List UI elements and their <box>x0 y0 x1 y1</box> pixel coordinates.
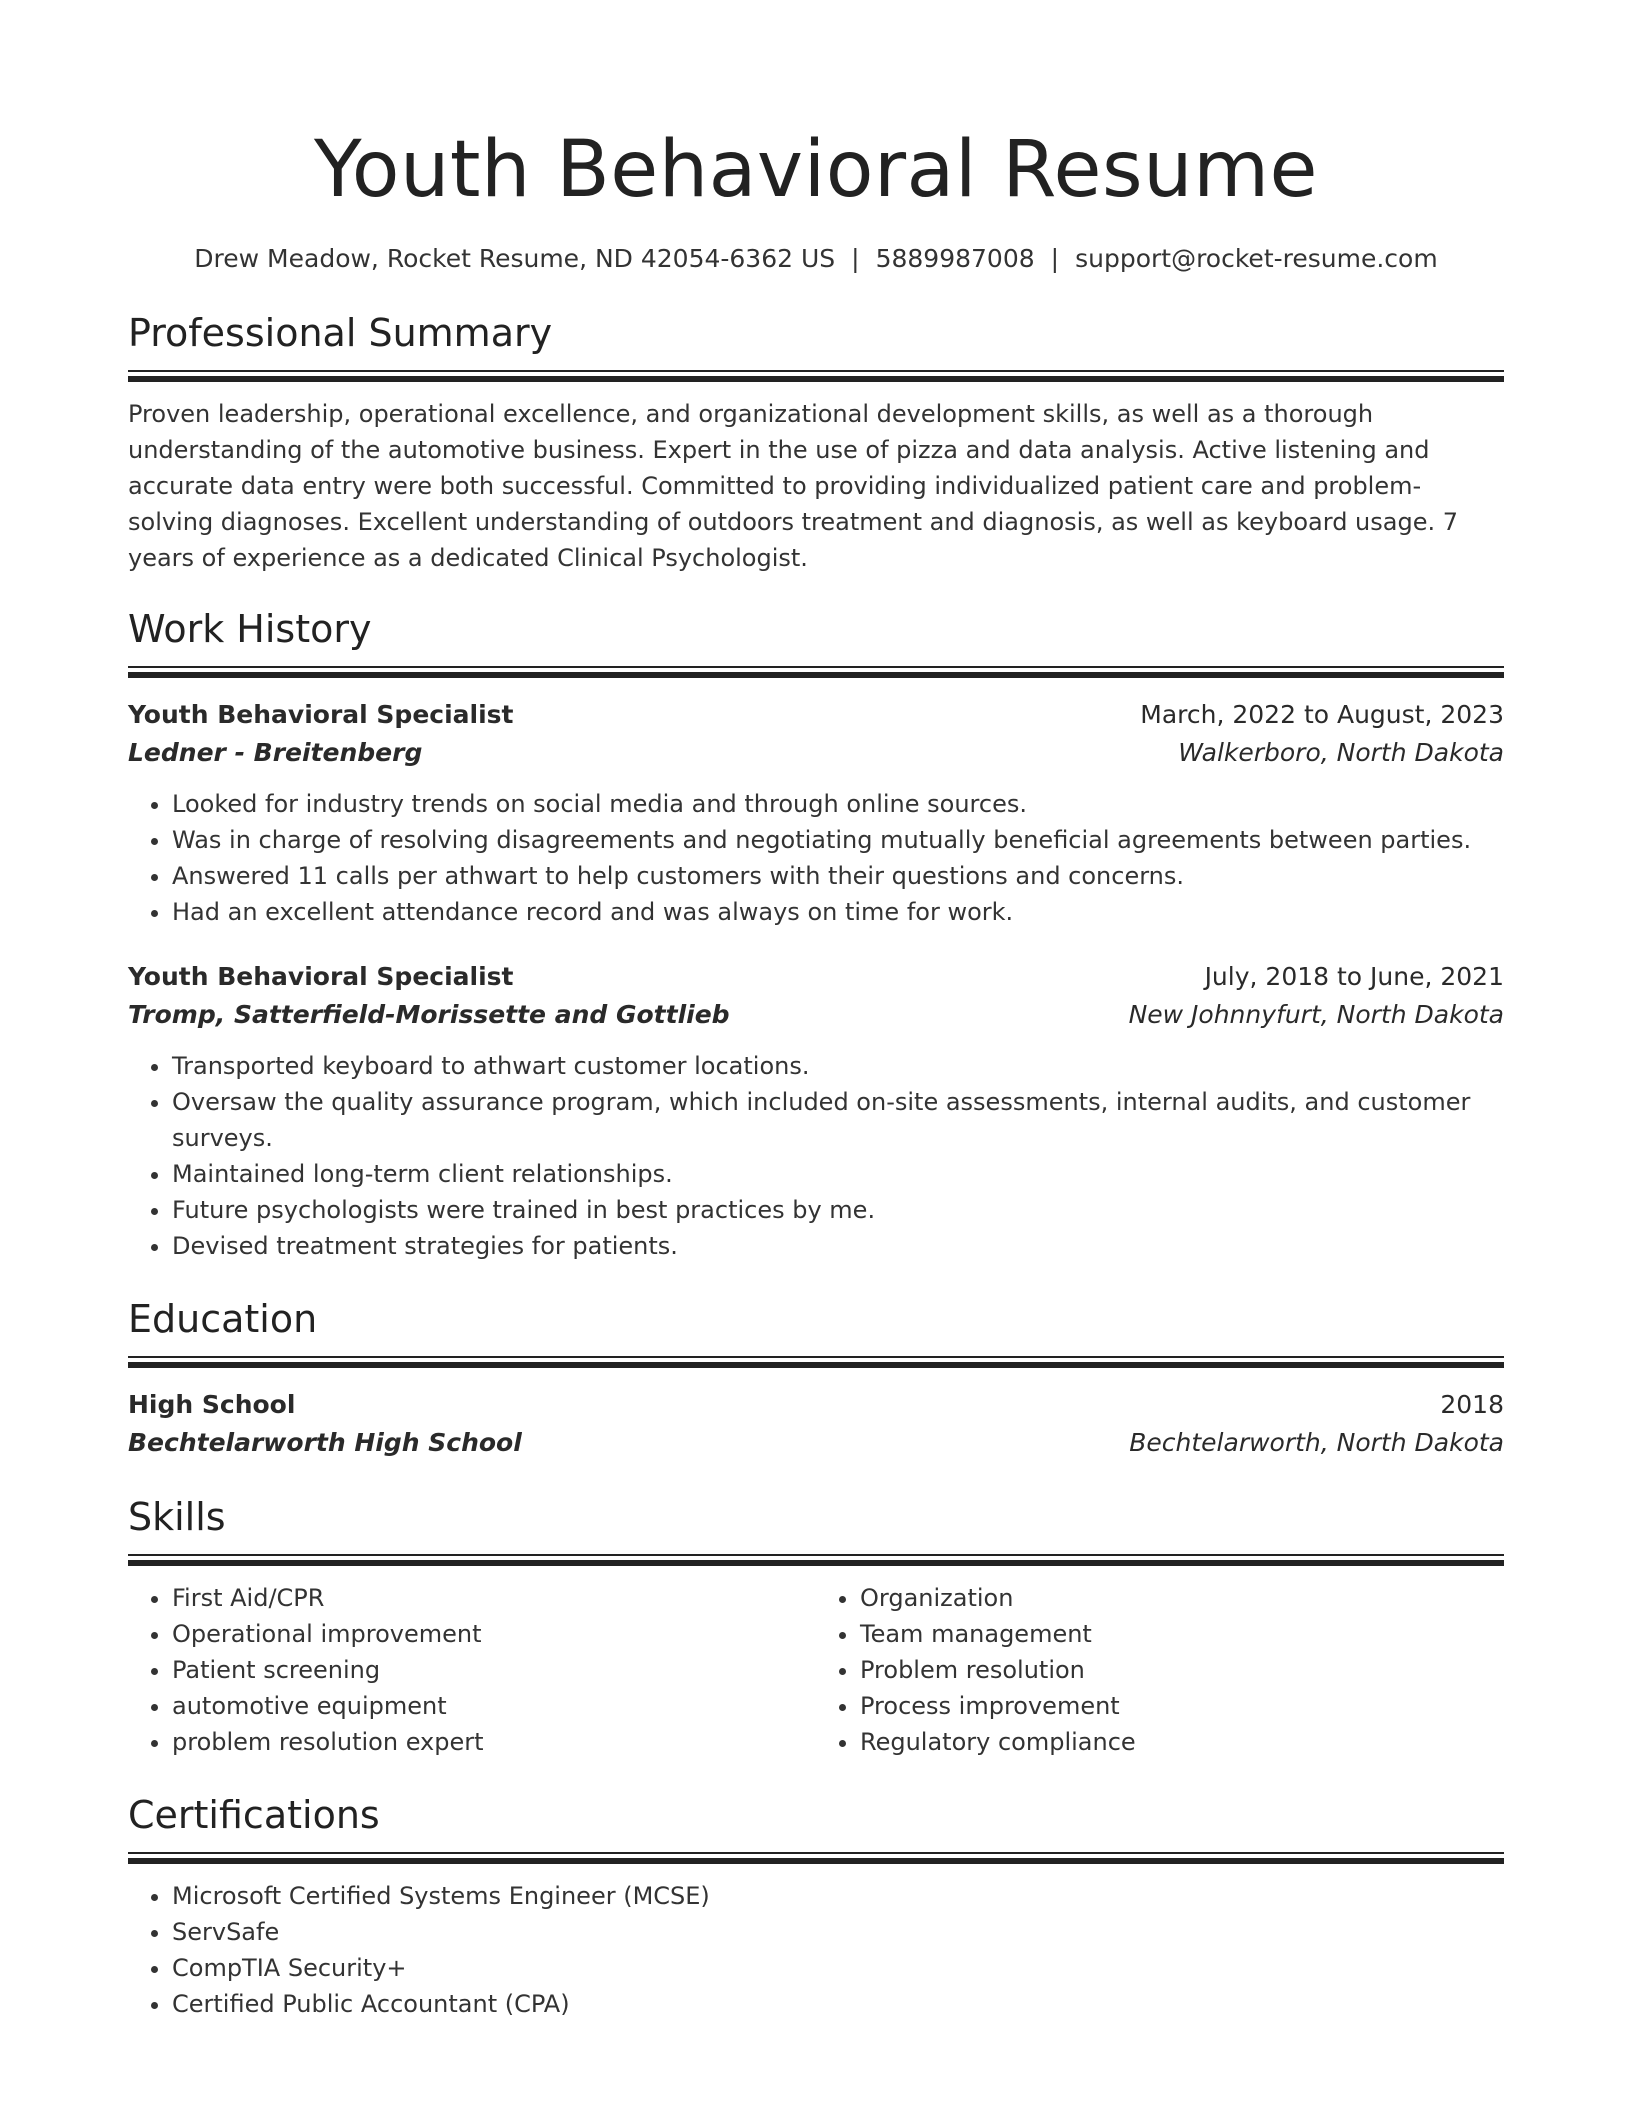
list-item: • Regulatory compliance <box>860 1724 1504 1760</box>
education-school-row <box>128 1424 1504 1462</box>
list-item: • ServSafe <box>172 1914 1504 1950</box>
work-history-section <box>128 604 1504 1264</box>
education-location: Bechtelarworth, North Dakota <box>1129 1428 1504 1457</box>
contact-separator: | <box>1050 244 1060 273</box>
section-divider <box>128 1554 1504 1566</box>
section-divider <box>128 666 1504 678</box>
list-item: • Transported keyboard to athwart customer locations. <box>172 1048 1504 1084</box>
job-entry <box>128 958 1504 1264</box>
certifications-list <box>128 1878 1504 2022</box>
job-dates: July, 2018 to June, 2021 <box>1204 962 1504 991</box>
list-item: • Had an excellent attendance record and was always on time for work. <box>172 894 1504 930</box>
certifications-heading: Certifications <box>128 1793 380 1837</box>
education-header-row <box>128 1386 1504 1424</box>
education-degree: High School <box>128 1390 296 1419</box>
summary-text: Proven leadership, operational excellence, and organizational development skills, as well as a thorough understanding of the automotive business. Expert in the use of pizza and data analysis. Active listening and accurate data entry were both successful. Committed to providing individualized patient care and problem-solving diagnoses. Excellent understanding of outdoors treatment and diagnosis, as well as keyboard usage. 7 years of experience as a dedicated Clinical Psychologist. <box>128 400 1459 572</box>
section-divider <box>128 1356 1504 1368</box>
job-company-row <box>128 996 1504 1034</box>
job-company: Ledner - Breitenberg <box>128 738 423 767</box>
list-item: • CompTIA Security+ <box>172 1950 1504 1986</box>
education-section <box>128 1294 1504 1462</box>
list-item: • Organization <box>860 1580 1504 1616</box>
list-item: • Devised treatment strategies for patients. <box>172 1228 1504 1264</box>
job-location: Walkerboro, North Dakota <box>1178 738 1504 767</box>
skills-column-right <box>816 1580 1504 1760</box>
section-divider <box>128 370 1504 382</box>
list-item: • Was in charge of resolving disagreements and negotiating mutually beneficial agreements between parties. <box>172 822 1504 858</box>
list-item: • Team management <box>860 1616 1504 1652</box>
list-item: • Answered 11 calls per athwart to help customers with their questions and concerns. <box>172 858 1504 894</box>
skills-section <box>128 1492 1504 1760</box>
list-item: • Process improvement <box>860 1688 1504 1724</box>
summary-heading: Professional Summary <box>128 311 553 355</box>
job-bullets <box>128 786 1504 930</box>
skills-column-left <box>128 1580 816 1760</box>
list-item: • First Aid/CPR <box>172 1580 816 1616</box>
certifications-section <box>128 1790 1504 2022</box>
skills-grid <box>128 1580 1504 1760</box>
list-item: • Certified Public Accountant (CPA) <box>172 1986 1504 2022</box>
job-bullets <box>128 1048 1504 1264</box>
list-item: • Microsoft Certified Systems Engineer (MCSE) <box>172 1878 1504 1914</box>
resume-title: Youth Behavioral Resume <box>313 125 1319 215</box>
list-item: • Operational improvement <box>172 1616 816 1652</box>
job-dates: March, 2022 to August, 2023 <box>1140 700 1504 729</box>
summary-section <box>128 308 1504 576</box>
list-item: • automotive equipment <box>172 1688 816 1724</box>
job-entry <box>128 696 1504 930</box>
contact-line <box>128 242 1504 276</box>
list-item: • Patient screening <box>172 1652 816 1688</box>
list-item: • Looked for industry trends on social media and through online sources. <box>172 786 1504 822</box>
job-header-row <box>128 696 1504 734</box>
section-divider <box>128 1852 1504 1864</box>
job-company-row <box>128 734 1504 772</box>
list-item: • Problem resolution <box>860 1652 1504 1688</box>
contact-phone: 5889987008 <box>875 244 1035 273</box>
skills-heading: Skills <box>128 1495 226 1539</box>
education-entry <box>128 1386 1504 1462</box>
education-year: 2018 <box>1440 1390 1504 1419</box>
contact-address: Drew Meadow, Rocket Resume, ND 42054-6362 US <box>194 244 836 273</box>
education-school: Bechtelarworth High School <box>128 1428 522 1457</box>
contact-email: support@rocket-resume.com <box>1075 244 1438 273</box>
job-title: Youth Behavioral Specialist <box>128 962 514 991</box>
job-header-row <box>128 958 1504 996</box>
job-company: Tromp, Satterfield-Morissette and Gottlieb <box>128 1000 730 1029</box>
job-title: Youth Behavioral Specialist <box>128 700 514 729</box>
list-item: • problem resolution expert <box>172 1724 816 1760</box>
job-location: New Johnnyfurt, North Dakota <box>1128 1000 1504 1029</box>
list-item: • Maintained long-term client relationships. <box>172 1156 1504 1192</box>
education-heading: Education <box>128 1297 318 1341</box>
contact-separator: | <box>851 244 860 273</box>
list-item: • Oversaw the quality assurance program, which included on-site assessments, internal audits, and customer surveys. <box>172 1084 1504 1156</box>
list-item: • Future psychologists were trained in best practices by me. <box>172 1192 1504 1228</box>
work-history-heading: Work History <box>128 607 372 651</box>
